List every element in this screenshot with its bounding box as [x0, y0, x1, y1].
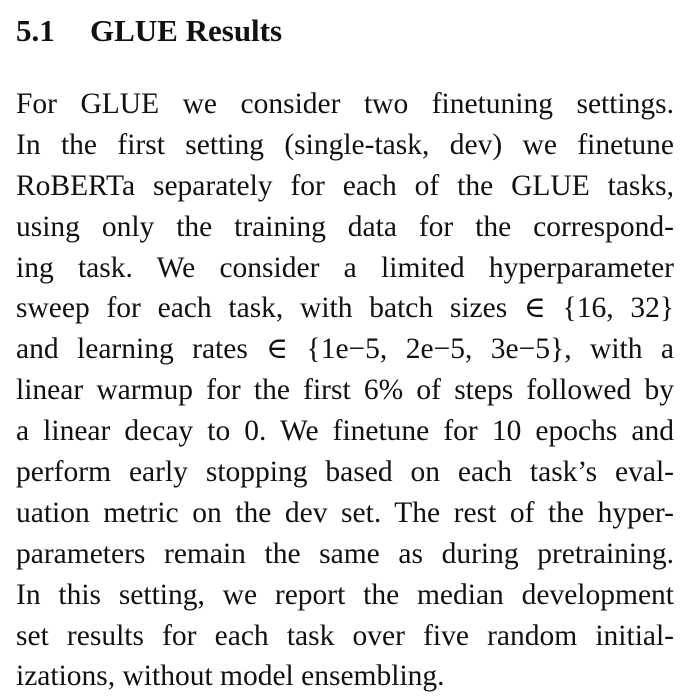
paragraph-line: RoBERTa separately for each of the GLUE tasks,	[16, 169, 674, 202]
paragraph-line: perform early stopping based on each task’s eval-	[16, 456, 674, 489]
body-paragraph	[16, 84, 674, 697]
paragraph-line: a linear decay to 0. We finetune for 10 epochs and	[16, 415, 674, 448]
paragraph-line: set results for each task over five random initial-	[16, 619, 674, 652]
paragraph-line: For GLUE we consider two finetuning settings.	[16, 88, 674, 120]
section-heading	[16, 10, 282, 52]
paragraph-line: sweep for each task, with batch sizes ∈ {16, 32}	[16, 292, 674, 325]
paragraph-line: In the first setting (single-task, dev) we finetune	[16, 128, 674, 161]
section-title: GLUE Results	[90, 13, 283, 48]
paragraph-line: uation metric on the dev set. The rest of the hyper-	[16, 496, 674, 529]
paragraph-line: In this setting, we report the median development	[16, 578, 674, 611]
paragraph-line: using only the training data for the correspond-	[16, 210, 674, 243]
paragraph-line: izations, without model ensembling.	[16, 660, 445, 693]
paragraph-line: and learning rates ∈ {1e−5, 2e−5, 3e−5}, with a	[16, 333, 674, 366]
paragraph-line: parameters remain the same as during pretraining.	[16, 537, 674, 570]
section-number: 5.1	[16, 13, 55, 48]
paragraph-line: linear warmup for the first 6% of steps followed by	[16, 374, 674, 407]
paragraph-line: ing task. We consider a limited hyperparameter	[16, 251, 674, 284]
